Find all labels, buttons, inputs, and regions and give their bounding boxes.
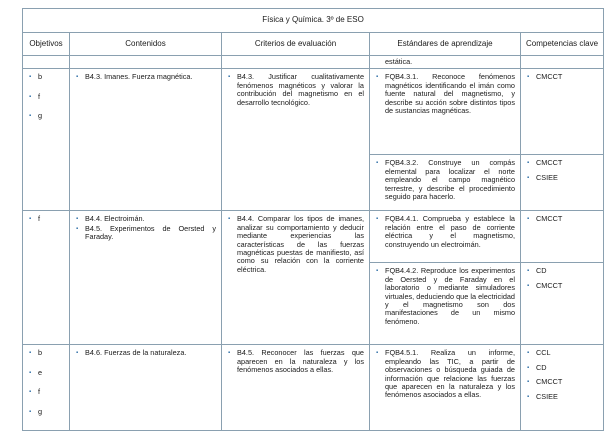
table-row bbox=[23, 211, 604, 263]
competencias-list-item: ▪ CD bbox=[526, 267, 598, 275]
competencias-content bbox=[521, 155, 603, 191]
competencias-content bbox=[521, 263, 603, 299]
criterio-content bbox=[222, 345, 369, 377]
contenidos-content bbox=[70, 69, 221, 85]
continuation-estandares-cell bbox=[370, 56, 521, 69]
objetivos-content bbox=[23, 69, 69, 134]
contenidos-list-item: ▪ B4.3. Imanes. Fuerza magnética. bbox=[75, 73, 216, 81]
objetivos-list-item: ▪ g bbox=[28, 408, 64, 416]
continuation-text: estática. bbox=[385, 57, 413, 66]
estandar-cell bbox=[370, 155, 521, 211]
curriculum-table bbox=[22, 8, 604, 431]
objetivos-content bbox=[23, 211, 69, 237]
competencias-list-item: ▪ CD bbox=[526, 364, 598, 372]
estandar-cell bbox=[370, 345, 521, 431]
objetivos-cell bbox=[23, 211, 70, 345]
competencias-list-item: ▪ CCL bbox=[526, 349, 598, 357]
continuation-row bbox=[23, 56, 604, 69]
objetivos-content bbox=[23, 345, 69, 430]
objetivos-list bbox=[28, 349, 64, 416]
contenidos-list bbox=[75, 349, 216, 357]
table-row bbox=[23, 69, 604, 155]
criterio-content bbox=[222, 211, 369, 277]
criterio-text: ▪ B4.4. Comparar los tipos de imanes, analizar su comportamiento y deducir mediante experiencias las características de las fuerzas magnéticas puestas de manifiesto, así como su relación con la corriente eléctrica. bbox=[227, 215, 364, 274]
objetivos-list-item: ▪ f bbox=[28, 215, 64, 223]
title-row bbox=[23, 9, 604, 33]
competencias-cell bbox=[521, 155, 604, 211]
estandar-cell bbox=[370, 263, 521, 345]
objetivos-list-item: ▪ b bbox=[28, 349, 64, 357]
continuation-contenidos-cell bbox=[70, 56, 222, 69]
estandar-list bbox=[375, 349, 515, 399]
criterio-cell bbox=[222, 345, 370, 431]
competencias-content bbox=[521, 211, 603, 232]
contenidos-content bbox=[70, 345, 221, 361]
continuation-competencias-cell bbox=[521, 56, 604, 69]
estandar-list bbox=[375, 73, 515, 115]
table-title: Física y Química. 3º de ESO bbox=[23, 9, 604, 33]
competencias-list bbox=[526, 73, 598, 81]
criterio-cell bbox=[222, 211, 370, 345]
estandar-cell bbox=[370, 69, 521, 155]
competencias-content bbox=[521, 69, 603, 90]
competencias-list-item: ▪ CMCCT bbox=[526, 282, 598, 290]
competencias-list bbox=[526, 267, 598, 290]
objetivos-list-item: ▪ f bbox=[28, 388, 64, 396]
criterio-text: ▪ B4.3. Justificar cualitativamente fenómenos magnéticos y valorar la contribución del magnetismo en el desarrollo tecnológico. bbox=[227, 73, 364, 107]
estandar-text: ▪ FQB4.3.2. Construye un compás elemental para localizar el norte empleando el campo magnético terrestre, y describe el procedimiento seguido para hacerlo. bbox=[375, 159, 515, 201]
competencias-list-item: ▪ CMCCT bbox=[526, 215, 598, 223]
estandar-content bbox=[370, 69, 520, 118]
objetivos-cell bbox=[23, 345, 70, 431]
continuation-objetivos-cell bbox=[23, 56, 70, 69]
contenidos-list-item: ▪ B4.5. Experimentos de Oersted y Faraday. bbox=[75, 225, 216, 242]
contenidos-list bbox=[75, 215, 216, 241]
competencias-list-item: ▪ CSIEE bbox=[526, 393, 598, 401]
objetivos-list-item: ▪ f bbox=[28, 93, 64, 101]
objetivos-list-item: ▪ e bbox=[28, 369, 64, 377]
objetivos-list-item: ▪ g bbox=[28, 112, 64, 120]
continuation-criterios-cell bbox=[222, 56, 370, 69]
competencias-list bbox=[526, 159, 598, 182]
estandar-list bbox=[375, 215, 515, 249]
competencias-list bbox=[526, 349, 598, 401]
estandar-list bbox=[375, 159, 515, 201]
competencias-list-item: ▪ CMCCT bbox=[526, 73, 598, 81]
competencias-list bbox=[526, 215, 598, 223]
estandar-text: ▪ FQB4.3.1. Reconoce fenómenos magnéticos identificando el imán como fuente natural del magnetismo, y describe su acción sobre distintos tipos de sustancias magnéticas. bbox=[375, 73, 515, 115]
header-estandares: Estándares de aprendizaje bbox=[370, 33, 521, 56]
header-criterios: Criterios de evaluación bbox=[222, 33, 370, 56]
header-contenidos: Contenidos bbox=[70, 33, 222, 56]
criterio-list bbox=[227, 73, 364, 107]
competencias-list-item: ▪ CMCCT bbox=[526, 378, 598, 386]
estandar-content bbox=[370, 211, 520, 252]
estandar-content bbox=[370, 155, 520, 204]
header-objetivos: Objetivos bbox=[23, 33, 70, 56]
contenidos-cell bbox=[70, 211, 222, 345]
criterio-text: ▪ B4.5. Reconocer las fuerzas que aparecen en la naturaleza y los fenómenos asociados a ellas. bbox=[227, 349, 364, 374]
estandar-content bbox=[370, 263, 520, 329]
competencias-cell bbox=[521, 211, 604, 263]
competencias-cell bbox=[521, 69, 604, 155]
criterio-list bbox=[227, 349, 364, 374]
estandar-text: ▪ FQB4.4.1. Comprueba y establece la relación entre el paso de corriente eléctrica y el magnetismo, construyendo un electroimán. bbox=[375, 215, 515, 249]
contenidos-content bbox=[70, 211, 221, 245]
competencias-content bbox=[521, 345, 603, 410]
criterio-content bbox=[222, 69, 369, 110]
objetivos-list bbox=[28, 73, 64, 120]
estandar-text: ▪ FQB4.4.2. Reproduce los experimentos de Oersted y de Faraday en el laboratorio o mediante simuladores virtuales, deduciendo que la electricidad y el magnetismo son dos manifestaciones de un mismo fenómeno. bbox=[375, 267, 515, 326]
criterio-cell bbox=[222, 69, 370, 211]
contenidos-cell bbox=[70, 345, 222, 431]
competencias-list-item: ▪ CSIEE bbox=[526, 174, 598, 182]
estandar-list bbox=[375, 267, 515, 326]
contenidos-list bbox=[75, 73, 216, 81]
competencias-cell bbox=[521, 263, 604, 345]
objetivos-list bbox=[28, 215, 64, 223]
criterio-list bbox=[227, 215, 364, 274]
estandar-content bbox=[370, 345, 520, 402]
competencias-cell bbox=[521, 345, 604, 431]
curriculum-table-container bbox=[22, 8, 603, 431]
estandar-cell bbox=[370, 211, 521, 263]
contenidos-list-item: ▪ B4.6. Fuerzas de la naturaleza. bbox=[75, 349, 216, 357]
objetivos-cell bbox=[23, 69, 70, 211]
competencias-list-item: ▪ CMCCT bbox=[526, 159, 598, 167]
objetivos-list-item: ▪ b bbox=[28, 73, 64, 81]
contenidos-list-item: ▪ B4.4. Electroimán. bbox=[75, 215, 216, 223]
table-row bbox=[23, 345, 604, 431]
header-competencias: Competencias clave bbox=[521, 33, 604, 56]
header-row bbox=[23, 33, 604, 56]
estandar-text: ▪ FQB4.5.1. Realiza un informe, empleando las TIC, a partir de observaciones o búsqueda guiada de información que relacione las fuerzas que aparecen en la naturaleza y los fenómenos asociados a ellas. bbox=[375, 349, 515, 399]
contenidos-cell bbox=[70, 69, 222, 211]
